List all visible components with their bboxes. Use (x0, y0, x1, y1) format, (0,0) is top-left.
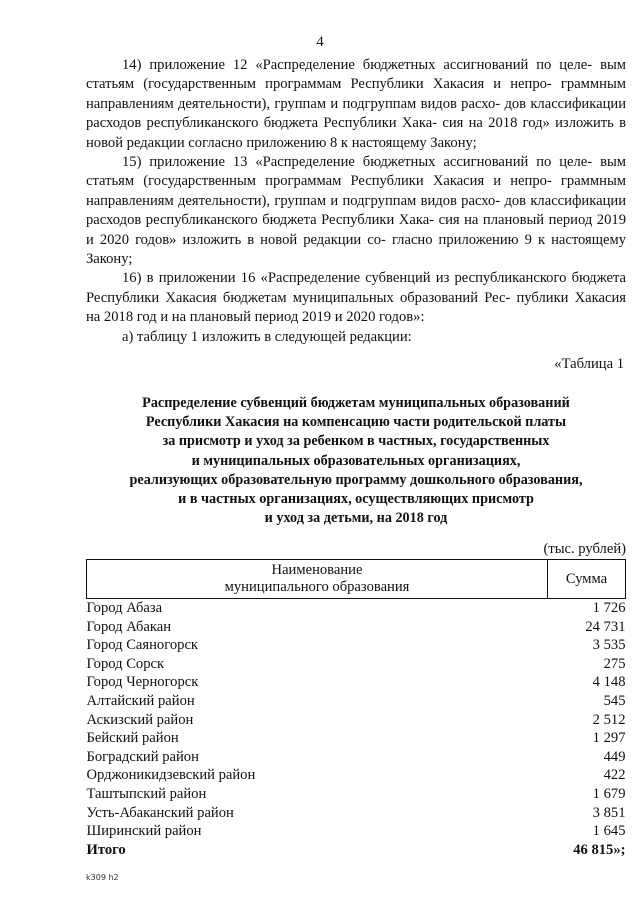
cell-name: Усть-Абаканский район (86, 804, 234, 821)
header-name (87, 560, 548, 599)
table-header-row (87, 560, 626, 599)
cell-name: Город Сорск (86, 655, 165, 672)
cell-sum: 3 535 (592, 637, 626, 654)
page-number: 4 (316, 34, 324, 50)
table-reference: «Таблица 1 (554, 356, 624, 372)
table-row (87, 729, 626, 748)
total-label: Итого (86, 841, 126, 858)
cell-sum: 1 645 (592, 823, 626, 840)
cell-name: Бейский район (86, 730, 179, 747)
paragraph-line: 15) приложение 13 «Распределение бюджетных ассигнований по целе- (122, 154, 593, 171)
table-title (86, 394, 626, 528)
footer-code: k309 h2 (86, 873, 119, 882)
table-row (87, 822, 626, 841)
title-line: Республики Хакасия на компенсацию части родительской платы (145, 414, 567, 431)
cell-name: Ширинский район (86, 823, 202, 840)
cell-sum: 275 (603, 655, 626, 672)
paragraph-line: граммным направлениям деятельности), группам и подгруппам видов расхо- (86, 76, 626, 112)
cell-sum: 545 (603, 692, 626, 709)
total-sum: 46 815»; (573, 841, 626, 858)
cell-sum: 422 (603, 767, 626, 784)
header-name-line1: Наименование (271, 562, 363, 578)
paragraph-16 (86, 269, 626, 327)
cell-name: Город Абакан (86, 618, 172, 635)
header-name-line2: муниципального образования (224, 579, 410, 595)
title-line: и уход за детьми, на 2018 год (264, 510, 448, 527)
paragraph-line: настоящему Закону; (351, 134, 477, 151)
table-row (87, 673, 626, 692)
cell-name: Таштыпский район (86, 785, 207, 802)
table-row (87, 711, 626, 730)
table-row (87, 748, 626, 767)
paragraph-14 (86, 56, 626, 153)
title-line: реализующих образовательную программу дошкольного образования, (129, 471, 583, 488)
cell-sum: 449 (603, 748, 626, 765)
cell-name: Орджоникидзевский район (86, 767, 256, 784)
title-line: и муниципальных образовательных организациях, (191, 452, 521, 469)
cell-name: Город Абаза (86, 600, 163, 616)
cell-name: Город Саяногорск (86, 637, 199, 654)
table-row (87, 618, 626, 637)
paragraph-line: вым статьям (государственным программам Республики Хакасия и непро- (86, 57, 627, 93)
table-row (87, 655, 626, 674)
paragraph-line: а) таблицу 1 изложить в следующей редакции: (122, 328, 412, 345)
paragraph-line: 14) приложение 12 «Распределение бюджетных ассигнований по целе- (122, 57, 593, 73)
cell-name: Боградский район (86, 748, 199, 765)
subvention-table (86, 559, 626, 859)
header-sum: Сумма (548, 560, 626, 599)
cell-sum: 2 512 (592, 711, 626, 728)
cell-sum: 1 297 (592, 730, 626, 747)
cell-sum: 1 679 (592, 785, 626, 802)
table-row (87, 636, 626, 655)
paragraph-line: дов классификации расходов республиканского бюджета Республики Хака- (86, 95, 626, 132)
cell-sum: 3 851 (592, 804, 626, 821)
table-row (87, 766, 626, 785)
title-line: за присмотр и уход за ребенком в частных, государственных (162, 433, 550, 450)
paragraph-line: гласно приложению 9 к настоящему Закону; (86, 231, 626, 268)
cell-name: Аскизский район (86, 711, 194, 728)
table-row (87, 599, 626, 618)
cell-sum: 1 726 (592, 600, 626, 616)
table-row (87, 692, 626, 711)
paragraph-line: граммным направлениям деятельности), группам и подгруппам видов расхо- (86, 173, 626, 209)
paragraph-15 (86, 153, 626, 269)
table-row (87, 785, 626, 804)
body-text (86, 56, 626, 347)
paragraph-line: сия на 2018 год» изложить в новой редакции согласно приложению 8 к (86, 115, 626, 151)
cell-sum: 24 731 (585, 618, 626, 635)
total-row (87, 841, 626, 860)
paragraph-line: дов классификации расходов республиканского бюджета Республики Хака- (86, 192, 626, 229)
paragraph-line: сия на плановый период 2019 и 2020 годов» изложить в новой редакции со- (86, 212, 626, 248)
paragraph-line: вым статьям (государственным программам Республики Хакасия и непро- (86, 154, 627, 190)
paragraph-line: 16) в приложении 16 «Распределение субвенций из республиканского (122, 270, 567, 287)
paragraph-line: бюджета Республики Хакасия бюджетам муниципальных образований Рес- (86, 270, 626, 306)
paragraph-a (86, 328, 626, 347)
paragraph-line: публики Хакасия на 2018 год и на плановый период 2019 и 2020 годов»: (86, 289, 627, 326)
cell-name: Город Черногорск (86, 674, 199, 691)
title-line: Распределение субвенций бюджетам муниципальных образований (142, 395, 570, 411)
cell-sum: 4 148 (592, 674, 626, 691)
table-row (87, 804, 626, 823)
units-label: (тыс. рублей) (543, 541, 626, 557)
title-line: и в частных организациях, осуществляющих присмотр (178, 491, 534, 508)
cell-name: Алтайский район (86, 692, 195, 709)
